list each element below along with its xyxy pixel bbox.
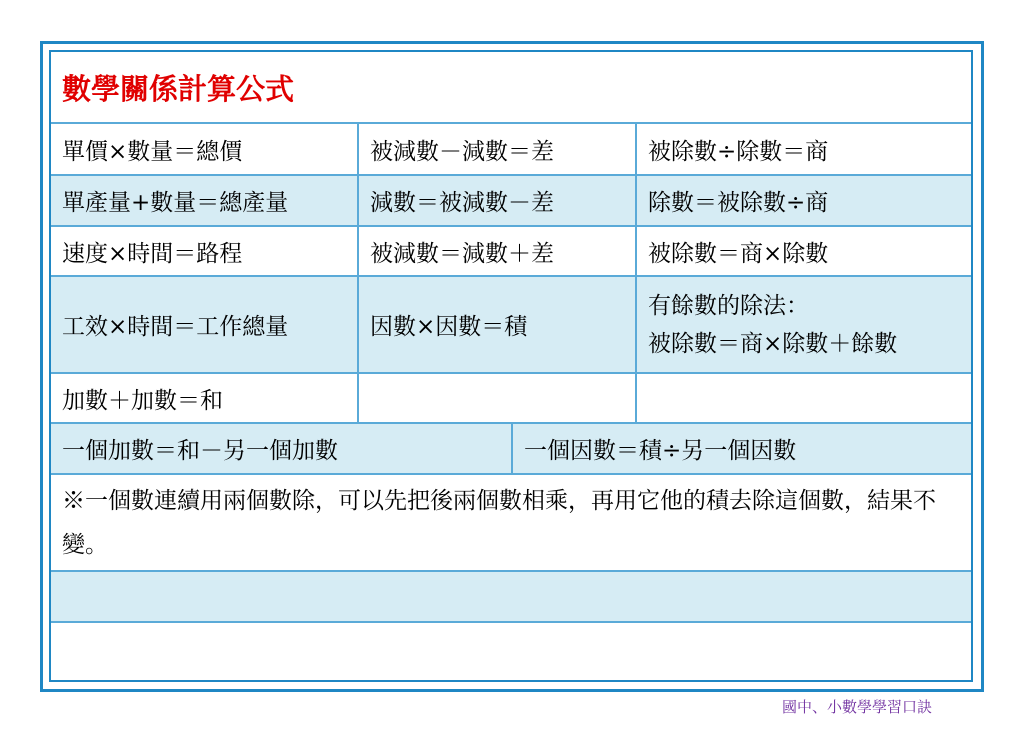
table-cell: 單價×數量＝總價	[62, 138, 243, 165]
table-row	[51, 176, 971, 227]
empty-row	[51, 572, 971, 623]
table-cell: 工效×時間＝工作總量	[62, 314, 289, 340]
table-cell-empty	[635, 374, 971, 422]
table-row	[51, 124, 971, 176]
table-cell: 被減數－減數＝差	[357, 124, 635, 174]
table-cell: 一個加數＝和－另一個加數	[62, 438, 338, 464]
table-row	[51, 424, 971, 475]
table-cell: 被減數＝減數＋差	[357, 227, 635, 275]
table-cell: 被除數÷除數＝商	[635, 124, 971, 174]
table-cell: 單產量+數量＝總產量	[62, 190, 289, 216]
table-row	[51, 227, 971, 277]
table-cell: 加數＋加數＝和	[62, 387, 223, 414]
table-row	[51, 277, 971, 374]
table-cell: 被除數＝商×除數	[635, 227, 971, 275]
table-cell: 因數×因數＝積	[357, 277, 635, 372]
table-cell-empty	[357, 374, 635, 422]
remainder-formula: 被除數＝商×除數＋餘數	[648, 330, 898, 357]
table-cell: 一個因數＝積÷另一個因數	[511, 424, 971, 473]
table-row	[51, 374, 971, 424]
table-cell: 減數＝被減數－差	[357, 176, 635, 225]
note-row	[51, 475, 971, 572]
table-cell: 速度×時間＝路程	[62, 240, 243, 267]
title-row	[51, 52, 971, 124]
note-text: ※一個數連續用兩個數除，可以先把後兩個數相乘，再用它他的積去除這個數，結果不變。	[62, 487, 936, 558]
table-cell-remainder-division	[635, 277, 971, 372]
empty-row	[51, 623, 971, 680]
footer-caption: 國中、小數學學習口訣	[782, 698, 933, 716]
table-cell: 除數＝被除數÷商	[635, 176, 971, 225]
page-title: 數學關係計算公式	[62, 71, 295, 106]
remainder-heading: 有餘數的除法：	[648, 292, 809, 319]
